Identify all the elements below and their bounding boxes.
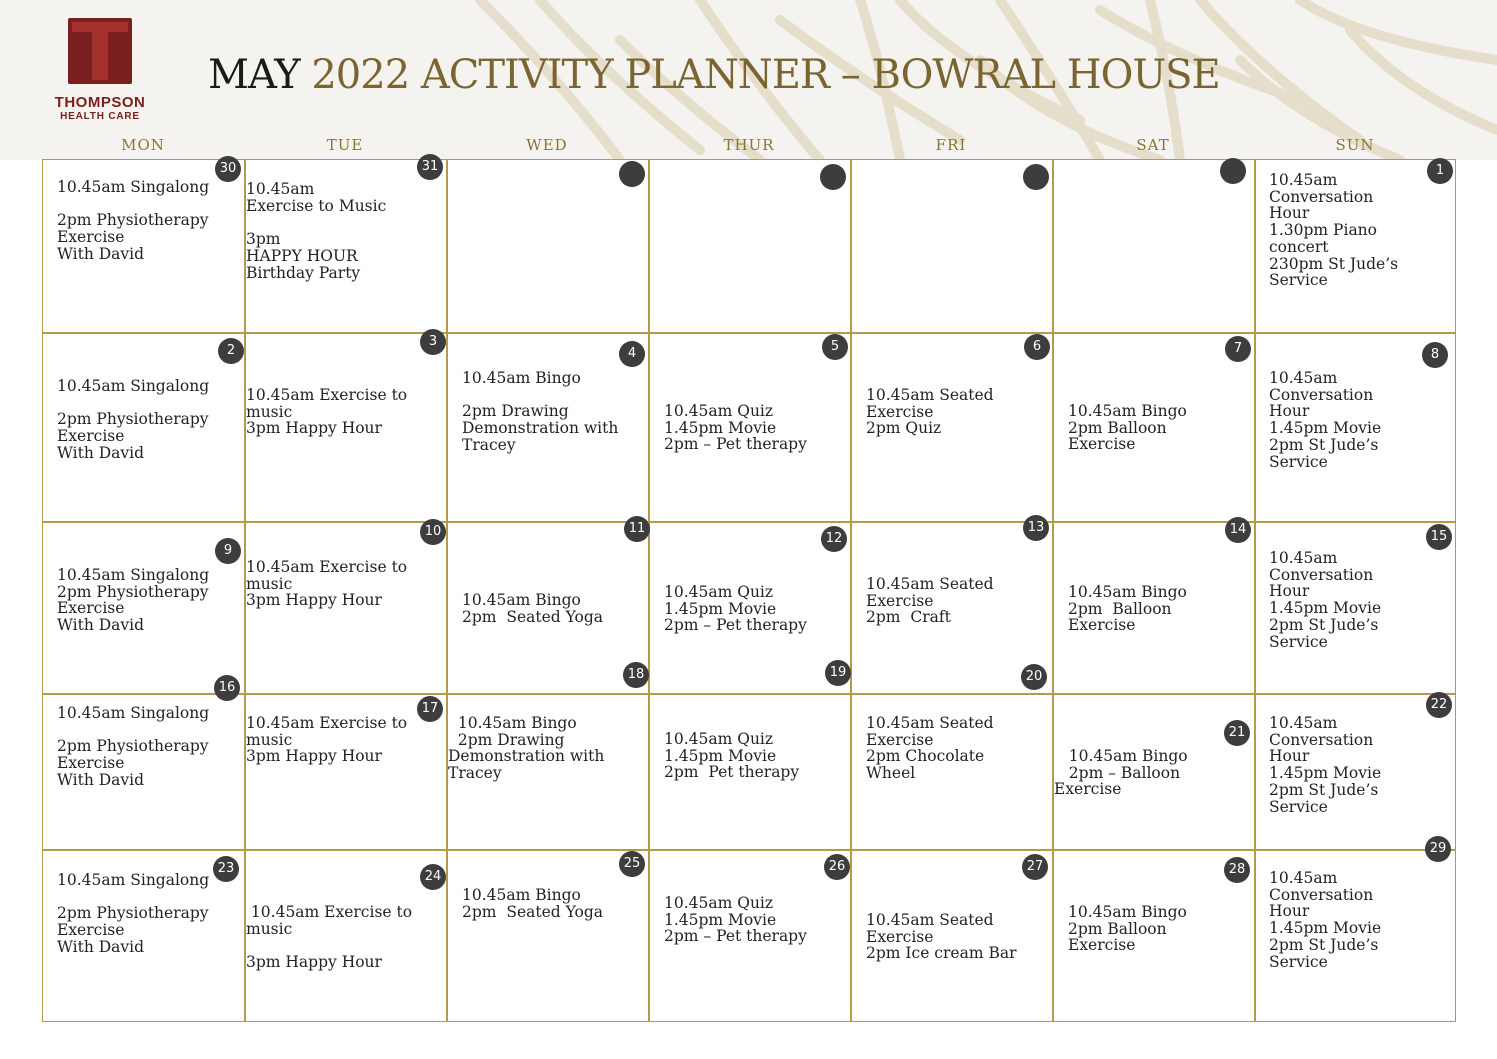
date-badge: 28: [1224, 857, 1250, 883]
calendar-day-cell[interactable]: [244, 849, 446, 1022]
calendar-day-cell[interactable]: [850, 159, 1052, 332]
date-badge: 22: [1426, 692, 1452, 718]
calendar-day-cell[interactable]: [648, 521, 850, 693]
calendar-day-cell[interactable]: [1254, 849, 1456, 1022]
day-header-sun: SUN: [1335, 136, 1375, 154]
day-header-wed: WED: [526, 136, 568, 154]
date-badge: 10: [420, 519, 446, 545]
calendar-day-cell[interactable]: [648, 332, 850, 521]
date-badge: 3: [420, 329, 446, 355]
day-activities: 10.45am Singalong 2pm Physiotherapy Exercise With David: [57, 704, 210, 789]
day-activities: 10.45am Exercise to music 3pm Happy Hour: [246, 386, 408, 438]
calendar-day-cell[interactable]: [1052, 521, 1254, 693]
calendar-day-cell[interactable]: [446, 332, 648, 521]
logo-name: THOMPSON: [54, 94, 146, 111]
calendar-day-cell[interactable]: [648, 159, 850, 332]
day-header-tue: TUE: [326, 136, 364, 154]
day-activities: 10.45am Singalong 2pm Physiotherapy Exercise With David: [57, 377, 210, 462]
day-activities: 10.45am Seated Exercise 2pm Ice cream Bar: [866, 911, 1017, 963]
date-badge: 24: [420, 864, 446, 890]
thompson-logo: [44, 18, 156, 126]
date-badge: 27: [1022, 854, 1048, 880]
calendar-day-cell[interactable]: [42, 159, 244, 332]
day-activities: 10.45am Exercise to music 3pm Happy Hour: [246, 558, 408, 610]
day-activities: 10.45am Quiz 1.45pm Movie 2pm – Pet therapy: [664, 583, 807, 635]
day-activities: 10.45am Seated Exercise 2pm Craft: [866, 575, 994, 627]
day-activities: 10.45am Singalong 2pm Physiotherapy Exercise With David: [57, 178, 210, 263]
calendar-day-cell[interactable]: [648, 849, 850, 1022]
day-activities: 10.45am Seated Exercise 2pm Quiz: [866, 386, 994, 438]
date-badge: 31: [417, 154, 443, 180]
date-badge: 1: [1427, 158, 1453, 184]
day-activities: 10.45am Conversation Hour 1.45pm Movie 2pm St Jude’s Service: [1269, 369, 1382, 471]
day-activities: 10.45am Quiz 1.45pm Movie 2pm Pet therapy: [664, 730, 800, 782]
day-activities: 10.45am Exercise to Music 3pm HAPPY HOUR Birthday Party: [246, 180, 387, 282]
date-badge: 16: [214, 675, 240, 701]
calendar-day-cell[interactable]: [850, 849, 1052, 1022]
day-activities: 10.45am Bingo 2pm – Balloon Exercise: [1054, 747, 1188, 799]
logo-subtitle: HEALTH CARE: [60, 111, 140, 122]
day-activities: 10.45am Conversation Hour 1.45pm Movie 2pm St Jude’s Service: [1269, 714, 1382, 816]
day-activities: 10.45am Conversation Hour 1.30pm Piano concert 230pm St Jude’s Service: [1269, 171, 1399, 290]
calendar-day-cell[interactable]: [1254, 159, 1456, 332]
date-badge: 7: [1225, 336, 1251, 362]
calendar-day-cell[interactable]: [850, 521, 1052, 693]
date-badge: 25: [619, 851, 645, 877]
day-activities: 10.45am Bingo 2pm Drawing Demonstration with Tracey: [448, 714, 605, 783]
calendar-day-cell[interactable]: [244, 521, 446, 693]
day-activities: 10.45am Quiz 1.45pm Movie 2pm – Pet therapy: [664, 402, 807, 454]
day-header-fri: FRI: [935, 136, 967, 154]
date-badge: 11: [624, 516, 650, 542]
date-badge: 29: [1425, 836, 1451, 862]
calendar-day-cell[interactable]: [1052, 693, 1254, 849]
title-rest: 2022 ACTIVITY PLANNER – BOWRAL HOUSE: [299, 52, 1220, 98]
calendar-day-cell[interactable]: [446, 849, 648, 1022]
calendar-day-cell[interactable]: [446, 159, 648, 332]
date-badge: 9: [215, 538, 241, 564]
calendar-day-cell[interactable]: [42, 332, 244, 521]
calendar-day-cell[interactable]: [1254, 693, 1456, 849]
date-badge: 20: [1021, 664, 1047, 690]
day-activities: 10.45am Bingo 2pm Balloon Exercise: [1068, 402, 1187, 454]
calendar-day-cell[interactable]: [648, 693, 850, 849]
calendar-day-cell[interactable]: [244, 693, 446, 849]
title-month: MAY: [208, 52, 300, 98]
day-header-mon: MON: [121, 136, 165, 154]
calendar-day-cell[interactable]: [1052, 159, 1254, 332]
date-badge: 23: [213, 856, 239, 882]
day-activities: 10.45am Bingo 2pm Seated Yoga: [462, 591, 603, 626]
date-badge: 17: [417, 696, 443, 722]
calendar-day-cell[interactable]: [850, 693, 1052, 849]
date-badge: 12: [821, 526, 847, 552]
calendar-day-cell[interactable]: [850, 332, 1052, 521]
day-activities: 10.45am Exercise to music 3pm Happy Hour: [246, 903, 413, 972]
calendar-day-cell[interactable]: [244, 332, 446, 521]
day-activities: 10.45am Seated Exercise 2pm Chocolate Wheel: [866, 714, 994, 783]
calendar-day-cell[interactable]: [1052, 849, 1254, 1022]
date-badge: 18: [623, 662, 649, 688]
date-badge: 2: [218, 338, 244, 364]
day-activities: 10.45am Conversation Hour 1.45pm Movie 2pm St Jude’s Service: [1269, 869, 1382, 971]
date-badge: 14: [1225, 517, 1251, 543]
calendar-day-cell[interactable]: [244, 159, 446, 332]
day-activities: 10.45am Exercise to music 3pm Happy Hour: [246, 714, 408, 766]
day-activities: 10.45am Conversation Hour 1.45pm Movie 2pm St Jude’s Service: [1269, 549, 1382, 651]
date-badge: [1220, 158, 1246, 184]
calendar-day-cell[interactable]: [42, 693, 244, 849]
day-header-thur: THUR: [723, 136, 775, 154]
calendar-day-cell[interactable]: [446, 693, 648, 849]
day-activities: 10.45am Bingo 2pm Balloon Exercise: [1068, 903, 1187, 955]
day-activities: 10.45am Singalong 2pm Physiotherapy Exercise With David: [57, 871, 210, 956]
day-activities: 10.45am Singalong 2pm Physiotherapy Exercise With David: [57, 566, 210, 635]
date-badge: 21: [1224, 720, 1250, 746]
date-badge: 15: [1426, 524, 1452, 550]
day-activities: 10.45am Quiz 1.45pm Movie 2pm – Pet therapy: [664, 894, 807, 946]
date-badge: [1023, 164, 1049, 190]
date-badge: 5: [822, 334, 848, 360]
day-header-sat: SAT: [1136, 136, 1170, 154]
day-activities: 10.45am Bingo 2pm Drawing Demonstration with Tracey: [462, 369, 619, 454]
date-badge: 19: [825, 660, 851, 686]
calendar-day-cell[interactable]: [42, 521, 244, 693]
date-badge: 6: [1024, 334, 1050, 360]
date-badge: 4: [619, 341, 645, 367]
calendar-day-cell[interactable]: [1052, 332, 1254, 521]
day-activities: 10.45am Bingo 2pm Balloon Exercise: [1068, 583, 1187, 635]
calendar-day-cell[interactable]: [446, 521, 648, 693]
date-badge: 26: [824, 854, 850, 880]
date-badge: [820, 164, 846, 190]
date-badge: [619, 161, 645, 187]
caduceus-t-icon: [68, 18, 132, 84]
date-badge: 8: [1422, 342, 1448, 368]
calendar-day-cell[interactable]: [1254, 521, 1456, 693]
date-badge: 30: [215, 156, 241, 182]
date-badge: 13: [1023, 515, 1049, 541]
page-title: [208, 52, 1220, 98]
day-activities: 10.45am Bingo 2pm Seated Yoga: [462, 886, 603, 921]
